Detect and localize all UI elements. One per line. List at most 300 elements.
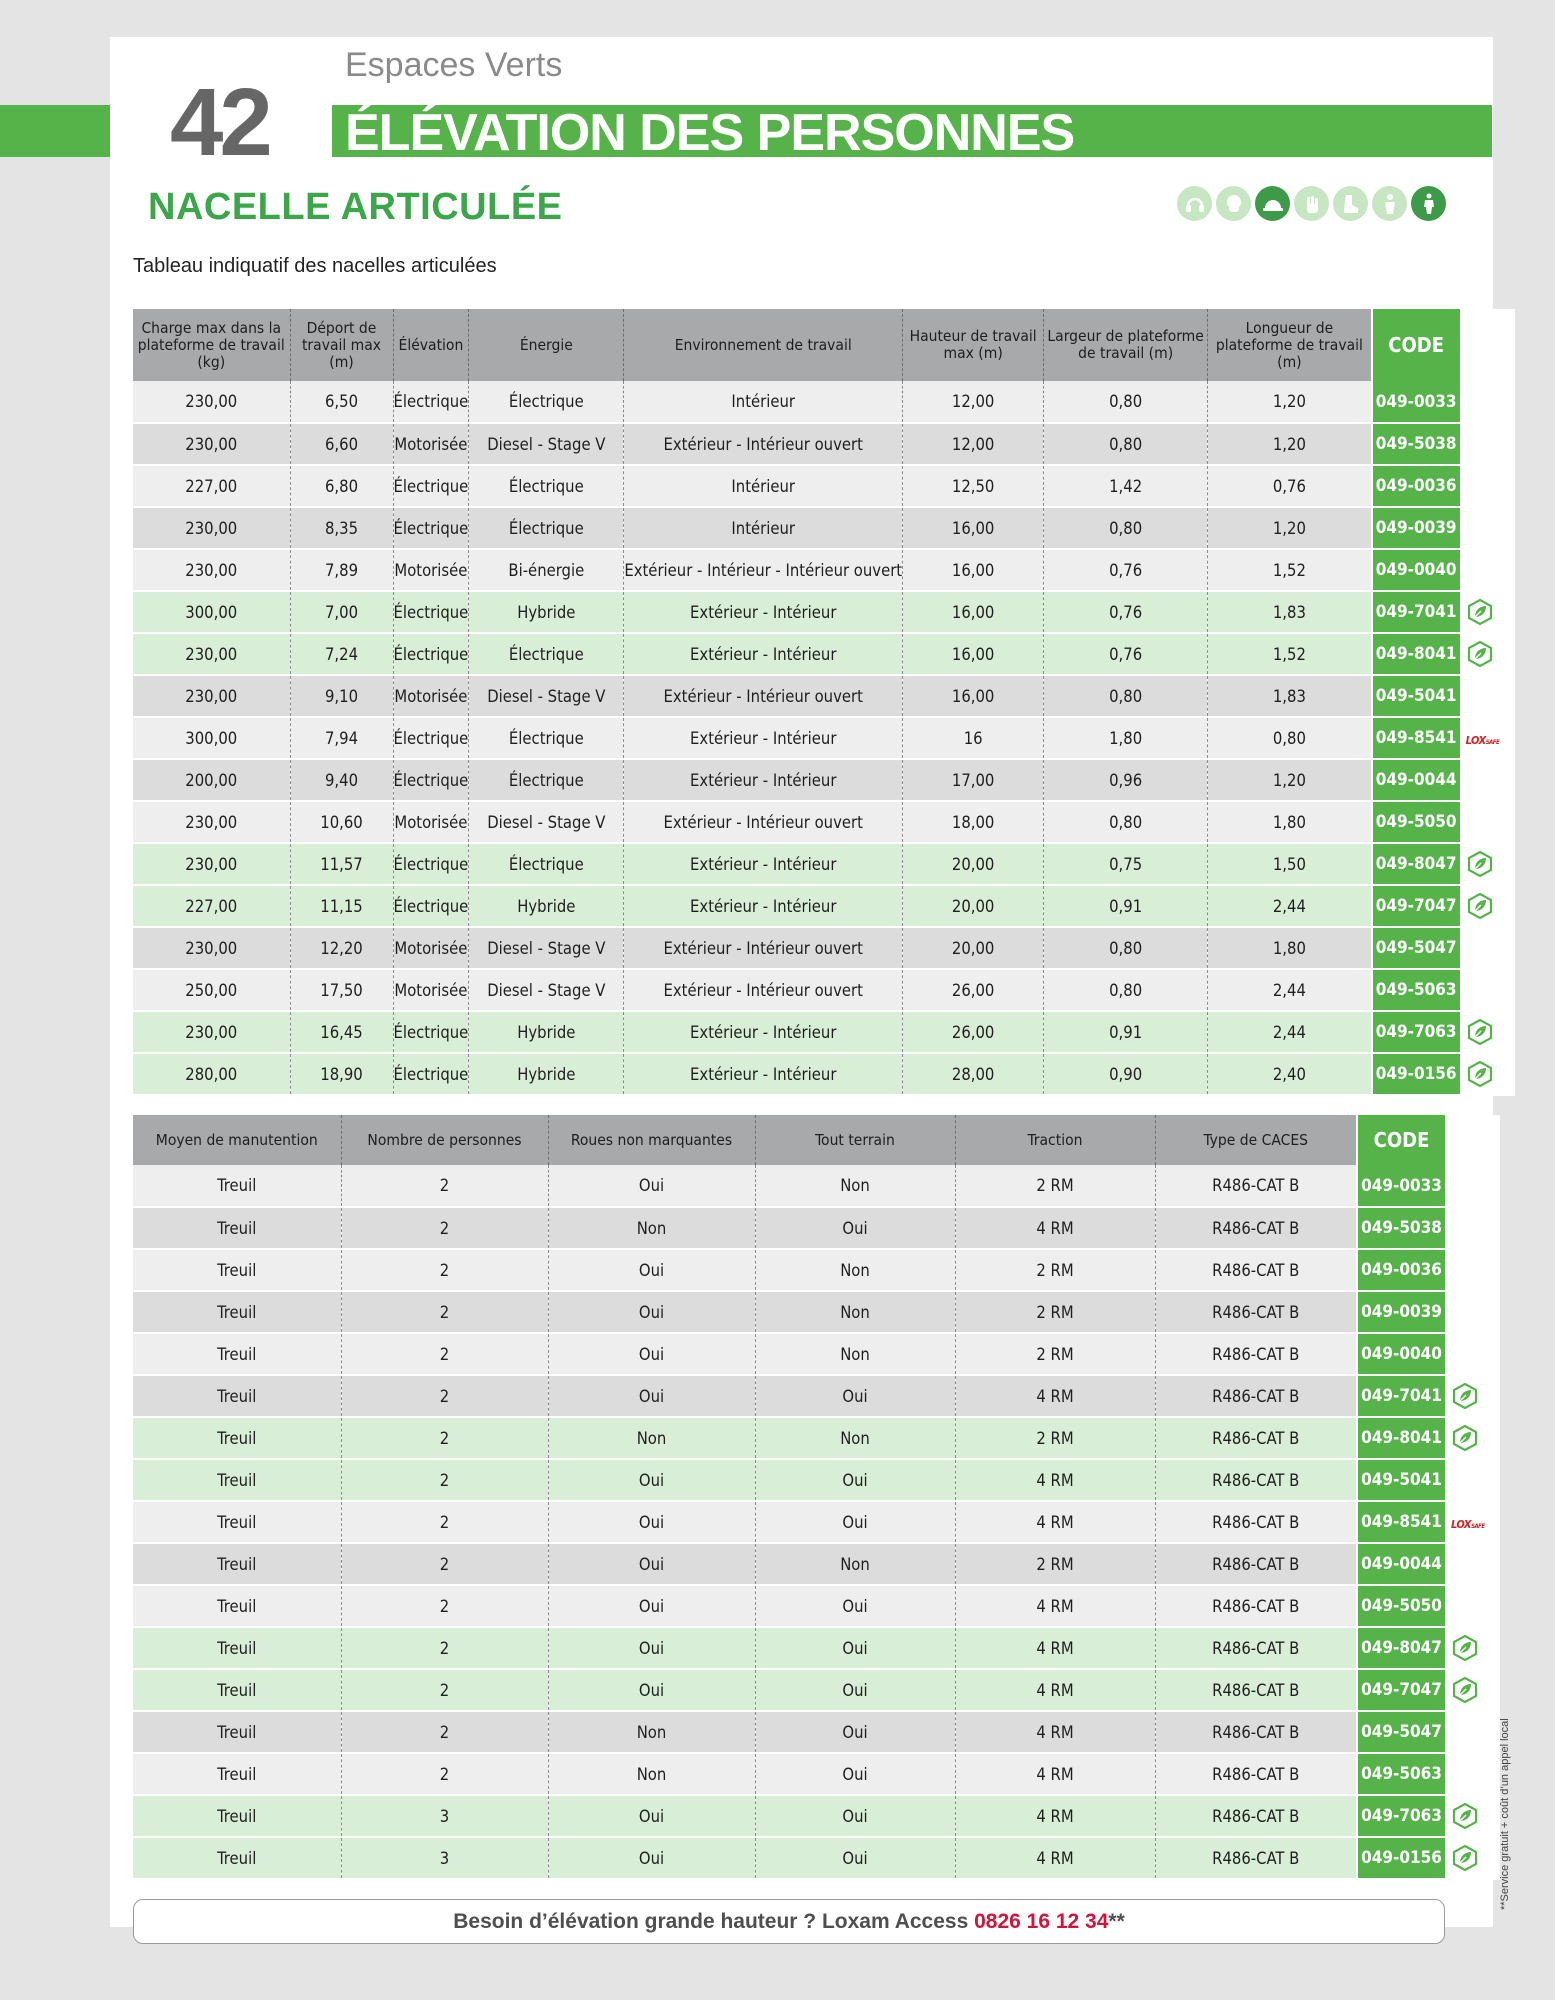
feature-row (133, 1627, 1500, 1669)
table-cell: 0,75 (1044, 843, 1208, 885)
page-number: 42 (170, 69, 269, 176)
spec-row (133, 843, 1515, 885)
hard-hat-icon (1255, 186, 1290, 221)
table-cell: 1,80 (1044, 717, 1208, 759)
table-cell: 2 (341, 1291, 548, 1333)
table-cell: 8,35 (290, 507, 393, 549)
product-code: 049-8041 (1372, 633, 1460, 675)
feature-row (133, 1207, 1500, 1249)
table-cell: Intérieur (624, 507, 903, 549)
table-cell: Oui (548, 1459, 755, 1501)
table-cell: 0,80 (1044, 801, 1208, 843)
table-cell: 0,96 (1044, 759, 1208, 801)
table-cell: Électrique (393, 1011, 469, 1053)
table-cell: Intérieur (624, 381, 903, 423)
spec-row (133, 927, 1515, 969)
table-cell: 230,00 (133, 801, 290, 843)
badge-cell (1445, 1207, 1500, 1249)
badge-cell (1445, 1627, 1500, 1669)
table-cell: Motorisée (393, 969, 469, 1011)
table-cell: R486-CAT B (1155, 1627, 1357, 1669)
product-code: 049-5038 (1372, 423, 1460, 465)
table-cell: Oui (755, 1459, 955, 1501)
section-label: Espaces Verts (345, 46, 563, 84)
col-header-largeur: Largeur de plateforme de travail (m) (1044, 309, 1208, 381)
table-cell: 280,00 (133, 1053, 290, 1095)
table-cell: Treuil (133, 1291, 341, 1333)
col-header-roues: Roues non marquantes (548, 1115, 755, 1165)
footer-text: Besoin d’élévation grande hauteur ? Loxam Access (453, 1910, 975, 1933)
table-cell: Oui (548, 1375, 755, 1417)
table-cell: 4 RM (955, 1711, 1155, 1753)
table-cell: R486-CAT B (1155, 1249, 1357, 1291)
product-code: 049-0040 (1357, 1333, 1445, 1375)
table-cell: Motorisée (393, 927, 469, 969)
table-cell: Oui (548, 1627, 755, 1669)
table-cell: Non (755, 1249, 955, 1291)
badge-cell (1445, 1837, 1500, 1879)
table-cell: 2 (341, 1753, 548, 1795)
table-cell: 0,91 (1044, 885, 1208, 927)
table-cell: 10,60 (290, 801, 393, 843)
badge-cell (1445, 1543, 1500, 1585)
spec-row (133, 759, 1515, 801)
table-cell: Treuil (133, 1375, 341, 1417)
product-code: 049-5041 (1372, 675, 1460, 717)
table-cell: 2 (341, 1207, 548, 1249)
table-cell: 11,57 (290, 843, 393, 885)
badge-cell (1460, 885, 1515, 927)
feature-row (133, 1333, 1500, 1375)
table-cell: Oui (548, 1585, 755, 1627)
badge-cell (1460, 1053, 1515, 1095)
table-cell: 230,00 (133, 675, 290, 717)
product-code: 049-5047 (1357, 1711, 1445, 1753)
table-cell: 1,50 (1208, 843, 1372, 885)
table-cell: 20,00 (903, 843, 1044, 885)
table-cell: 3 (341, 1795, 548, 1837)
table-cell: 9,10 (290, 675, 393, 717)
product-code: 049-5063 (1372, 969, 1460, 1011)
table-cell: Électrique (469, 633, 624, 675)
eco-leaf-icon (1451, 1382, 1479, 1410)
product-category-title: NACELLE ARTICULÉE (148, 186, 563, 228)
table-cell: 230,00 (133, 927, 290, 969)
col-header-environnement: Environnement de travail (624, 309, 903, 381)
ear-protection-icon (1177, 186, 1212, 221)
product-code: 049-8047 (1372, 843, 1460, 885)
col-header-deport: Déport de travail max (m) (290, 309, 393, 381)
table-cell: Hybride (469, 1011, 624, 1053)
table-cell: Électrique (393, 633, 469, 675)
table-cell: Extérieur - Intérieur ouvert (624, 969, 903, 1011)
table-cell: Oui (755, 1585, 955, 1627)
table-cell: 16 (903, 717, 1044, 759)
table-cell: 7,24 (290, 633, 393, 675)
badge-cell (1445, 1501, 1500, 1543)
table-cell: 2 (341, 1501, 548, 1543)
eco-leaf-icon (1451, 1802, 1479, 1830)
spec-row (133, 1053, 1515, 1095)
col-header-elevation: Élévation (393, 309, 469, 381)
table-cell: 7,00 (290, 591, 393, 633)
page-title: ÉLÉVATION DES PERSONNES (345, 104, 1075, 162)
table-cell: 2 (341, 1375, 548, 1417)
product-code: 049-0039 (1357, 1291, 1445, 1333)
table-cell: 230,00 (133, 381, 290, 423)
table-cell: Oui (548, 1333, 755, 1375)
table-cell: 1,52 (1208, 633, 1372, 675)
loxsafe-logo-sub: SAFE (1471, 1522, 1485, 1530)
product-code: 049-0036 (1357, 1249, 1445, 1291)
table-cell: 0,76 (1044, 591, 1208, 633)
col-header-badge (1460, 309, 1515, 381)
table-cell: Oui (548, 1249, 755, 1291)
table-caption: Tableau indiquatif des nacelles articulées (133, 255, 497, 277)
product-code: 049-7063 (1357, 1795, 1445, 1837)
table-cell: 4 RM (955, 1837, 1155, 1879)
badge-cell (1445, 1165, 1500, 1207)
product-code: 049-7047 (1357, 1669, 1445, 1711)
table-cell: 11,15 (290, 885, 393, 927)
harness-icon (1372, 186, 1407, 221)
table-cell: 227,00 (133, 465, 290, 507)
spec-row (133, 1011, 1515, 1053)
spec-row (133, 885, 1515, 927)
spec-row (133, 507, 1515, 549)
table-cell: 230,00 (133, 507, 290, 549)
badge-cell (1460, 423, 1515, 465)
table-cell: 12,00 (903, 381, 1044, 423)
table-cell: 230,00 (133, 633, 290, 675)
feature-row (133, 1501, 1500, 1543)
feature-row (133, 1375, 1500, 1417)
table-cell: Oui (755, 1501, 955, 1543)
table-cell: R486-CAT B (1155, 1585, 1357, 1627)
header-accent-bar (0, 105, 110, 157)
table-cell: Extérieur - Intérieur ouvert (624, 927, 903, 969)
table-cell: Motorisée (393, 801, 469, 843)
spec-row (133, 969, 1515, 1011)
footer-phone[interactable]: 0826 16 12 34 (974, 1910, 1109, 1933)
table-cell: Non (755, 1417, 955, 1459)
table-cell: 4 RM (955, 1207, 1155, 1249)
badge-cell (1460, 843, 1515, 885)
table-cell: 0,80 (1044, 969, 1208, 1011)
table-cell: Non (755, 1333, 955, 1375)
table-cell: Oui (755, 1837, 955, 1879)
table-cell: 200,00 (133, 759, 290, 801)
eco-leaf-icon (1466, 892, 1494, 920)
feature-row (133, 1543, 1500, 1585)
table-cell: Treuil (133, 1417, 341, 1459)
table-cell: Non (755, 1543, 955, 1585)
table-cell: Électrique (469, 381, 624, 423)
table-cell: 3 (341, 1837, 548, 1879)
table-cell: 1,80 (1208, 927, 1372, 969)
table-cell: R486-CAT B (1155, 1459, 1357, 1501)
table-cell: 0,80 (1044, 675, 1208, 717)
table-cell: Treuil (133, 1165, 341, 1207)
table-cell: Non (548, 1417, 755, 1459)
product-code: 049-0044 (1372, 759, 1460, 801)
col-header-caces: Type de CACES (1155, 1115, 1357, 1165)
table-cell: 230,00 (133, 843, 290, 885)
table-cell: 6,60 (290, 423, 393, 465)
table-cell: 16,00 (903, 507, 1044, 549)
table-cell: 12,50 (903, 465, 1044, 507)
eco-leaf-icon (1451, 1424, 1479, 1452)
table-cell: Treuil (133, 1753, 341, 1795)
table-cell: Oui (548, 1795, 755, 1837)
table-cell: 18,00 (903, 801, 1044, 843)
table-cell: 4 RM (955, 1795, 1155, 1837)
table-cell: 0,76 (1044, 549, 1208, 591)
table-cell: Diesel - Stage V (469, 675, 624, 717)
table-cell: Extérieur - Intérieur (624, 759, 903, 801)
features-header-row (133, 1115, 1500, 1165)
table-cell: 17,00 (903, 759, 1044, 801)
table-cell: Treuil (133, 1627, 341, 1669)
face-mask-icon (1216, 186, 1251, 221)
badge-cell (1445, 1459, 1500, 1501)
table-cell: Hybride (469, 885, 624, 927)
table-cell: 4 RM (955, 1669, 1155, 1711)
col-header-hauteur: Hauteur de travail max (m) (903, 309, 1044, 381)
footer-banner (133, 1899, 1445, 1944)
table-cell: Intérieur (624, 465, 903, 507)
table-cell: Électrique (393, 717, 469, 759)
loxsafe-logo (1451, 1518, 1485, 1531)
badge-cell (1445, 1375, 1500, 1417)
table-cell: 227,00 (133, 885, 290, 927)
table-cell: 2 (341, 1249, 548, 1291)
table-cell: 4 RM (955, 1627, 1155, 1669)
table-cell: R486-CAT B (1155, 1543, 1357, 1585)
table-cell: Treuil (133, 1543, 341, 1585)
product-code: 049-5063 (1357, 1753, 1445, 1795)
features-table (133, 1115, 1500, 1880)
product-code: 049-0156 (1357, 1837, 1445, 1879)
safety-boots-icon (1333, 186, 1368, 221)
table-cell: Treuil (133, 1795, 341, 1837)
product-code: 049-0039 (1372, 507, 1460, 549)
table-cell: 9,40 (290, 759, 393, 801)
eco-leaf-icon (1466, 1060, 1494, 1088)
product-code: 049-7047 (1372, 885, 1460, 927)
table-cell: 2 RM (955, 1165, 1155, 1207)
product-code: 049-7041 (1372, 591, 1460, 633)
table-cell: 2,40 (1208, 1053, 1372, 1095)
table-cell: 1,20 (1208, 759, 1372, 801)
table-cell: R486-CAT B (1155, 1207, 1357, 1249)
table-cell: 4 RM (955, 1375, 1155, 1417)
spec-row (133, 381, 1515, 423)
table-cell: Extérieur - Intérieur ouvert (624, 801, 903, 843)
badge-cell (1460, 1011, 1515, 1053)
table-cell: 4 RM (955, 1501, 1155, 1543)
table-cell: 2,44 (1208, 969, 1372, 1011)
badge-cell (1460, 549, 1515, 591)
spec-row (133, 465, 1515, 507)
table-cell: 16,00 (903, 633, 1044, 675)
table-cell: 4 RM (955, 1585, 1155, 1627)
col-header-badge (1445, 1115, 1500, 1165)
badge-cell (1445, 1417, 1500, 1459)
table-cell: 230,00 (133, 1011, 290, 1053)
table-cell: 2 RM (955, 1333, 1155, 1375)
table-cell: Treuil (133, 1207, 341, 1249)
table-cell: Non (548, 1753, 755, 1795)
table-cell: Motorisée (393, 675, 469, 717)
table-cell: 230,00 (133, 423, 290, 465)
specs-header-row (133, 309, 1515, 381)
table-cell: Treuil (133, 1333, 341, 1375)
table-cell: 2 RM (955, 1249, 1155, 1291)
badge-cell (1445, 1585, 1500, 1627)
eco-leaf-icon (1466, 640, 1494, 668)
badge-cell (1460, 633, 1515, 675)
table-cell: Oui (755, 1627, 955, 1669)
table-cell: Non (548, 1711, 755, 1753)
table-cell: Électrique (393, 885, 469, 927)
badge-cell (1460, 591, 1515, 633)
product-code: 049-0033 (1357, 1165, 1445, 1207)
table-cell: Électrique (469, 465, 624, 507)
footer-suffix: ** (1108, 1910, 1125, 1933)
table-cell: Extérieur - Intérieur (624, 843, 903, 885)
table-cell: Oui (755, 1375, 955, 1417)
table-cell: 2 (341, 1669, 548, 1711)
col-header-energie: Énergie (469, 309, 624, 381)
table-cell: Extérieur - Intérieur (624, 1053, 903, 1095)
table-cell: Électrique (393, 507, 469, 549)
table-cell: 7,94 (290, 717, 393, 759)
table-cell: Motorisée (393, 549, 469, 591)
table-cell: 0,80 (1208, 717, 1372, 759)
eco-leaf-icon (1466, 598, 1494, 626)
table-cell: Extérieur - Intérieur (624, 717, 903, 759)
table-cell: 300,00 (133, 717, 290, 759)
loxsafe-logo (1466, 734, 1500, 747)
spec-row (133, 591, 1515, 633)
table-cell: Extérieur - Intérieur ouvert (624, 675, 903, 717)
table-cell: 1,20 (1208, 423, 1372, 465)
side-note: **Service gratuit + coût d’un appel local (1499, 1718, 1511, 1910)
table-cell: R486-CAT B (1155, 1711, 1357, 1753)
table-cell: R486-CAT B (1155, 1417, 1357, 1459)
table-cell: Non (755, 1291, 955, 1333)
table-cell: 2 (341, 1165, 548, 1207)
table-cell: Extérieur - Intérieur (624, 591, 903, 633)
table-cell: Électrique (469, 759, 624, 801)
table-cell: 16,00 (903, 591, 1044, 633)
spec-row (133, 549, 1515, 591)
table-cell: 0,80 (1044, 507, 1208, 549)
feature-row (133, 1837, 1500, 1879)
high-visibility-icon (1411, 186, 1446, 221)
table-cell: 2,44 (1208, 1011, 1372, 1053)
table-cell: Treuil (133, 1837, 341, 1879)
table-cell: Non (755, 1165, 955, 1207)
col-header-charge: Charge max dans la plateforme de travail (kg) (133, 309, 290, 381)
table-cell: Électrique (469, 507, 624, 549)
product-code: 049-5050 (1357, 1585, 1445, 1627)
badge-cell (1445, 1711, 1500, 1753)
table-cell: Diesel - Stage V (469, 801, 624, 843)
eco-leaf-icon (1466, 1018, 1494, 1046)
table-cell: 12,20 (290, 927, 393, 969)
table-cell: 0,76 (1208, 465, 1372, 507)
table-cell: 1,80 (1208, 801, 1372, 843)
product-code: 049-0033 (1372, 381, 1460, 423)
table-cell: R486-CAT B (1155, 1333, 1357, 1375)
badge-cell (1460, 675, 1515, 717)
table-cell: 1,83 (1208, 591, 1372, 633)
table-cell: 18,90 (290, 1053, 393, 1095)
table-cell: 300,00 (133, 591, 290, 633)
table-cell: Extérieur - Intérieur (624, 1011, 903, 1053)
table-cell: Hybride (469, 591, 624, 633)
table-cell: 6,50 (290, 381, 393, 423)
badge-cell (1460, 465, 1515, 507)
badge-cell (1460, 507, 1515, 549)
col-header-code: CODE (1372, 309, 1460, 381)
table-cell: Diesel - Stage V (469, 927, 624, 969)
table-cell: Oui (548, 1165, 755, 1207)
table-cell: R486-CAT B (1155, 1795, 1357, 1837)
table-cell: Treuil (133, 1711, 341, 1753)
badge-cell (1445, 1795, 1500, 1837)
badge-cell (1460, 969, 1515, 1011)
table-cell: R486-CAT B (1155, 1165, 1357, 1207)
table-cell: Oui (548, 1837, 755, 1879)
table-cell: Oui (548, 1291, 755, 1333)
table-cell: 0,76 (1044, 633, 1208, 675)
product-code: 049-8047 (1357, 1627, 1445, 1669)
table-cell: 28,00 (903, 1053, 1044, 1095)
features-table-body (133, 1165, 1500, 1879)
table-cell: 2 (341, 1333, 548, 1375)
table-cell: Électrique (469, 843, 624, 885)
table-cell: Oui (755, 1207, 955, 1249)
badge-cell (1445, 1333, 1500, 1375)
badge-cell (1445, 1669, 1500, 1711)
table-cell: Diesel - Stage V (469, 969, 624, 1011)
table-cell: Hybride (469, 1053, 624, 1095)
badge-cell (1445, 1753, 1500, 1795)
table-cell: Électrique (393, 843, 469, 885)
table-cell: 1,20 (1208, 507, 1372, 549)
table-cell: 20,00 (903, 927, 1044, 969)
table-cell: 12,00 (903, 423, 1044, 465)
table-cell: 0,90 (1044, 1053, 1208, 1095)
table-cell: Extérieur - Intérieur (624, 633, 903, 675)
feature-row (133, 1249, 1500, 1291)
table-cell: Extérieur - Intérieur (624, 885, 903, 927)
table-cell: Oui (755, 1753, 955, 1795)
table-cell: 16,00 (903, 549, 1044, 591)
table-cell: 0,91 (1044, 1011, 1208, 1053)
eco-leaf-icon (1451, 1844, 1479, 1872)
table-cell: 1,52 (1208, 549, 1372, 591)
badge-cell (1445, 1291, 1500, 1333)
table-cell: Électrique (469, 717, 624, 759)
table-cell: 20,00 (903, 885, 1044, 927)
feature-row (133, 1753, 1500, 1795)
eco-leaf-icon (1466, 850, 1494, 878)
spec-row (133, 633, 1515, 675)
